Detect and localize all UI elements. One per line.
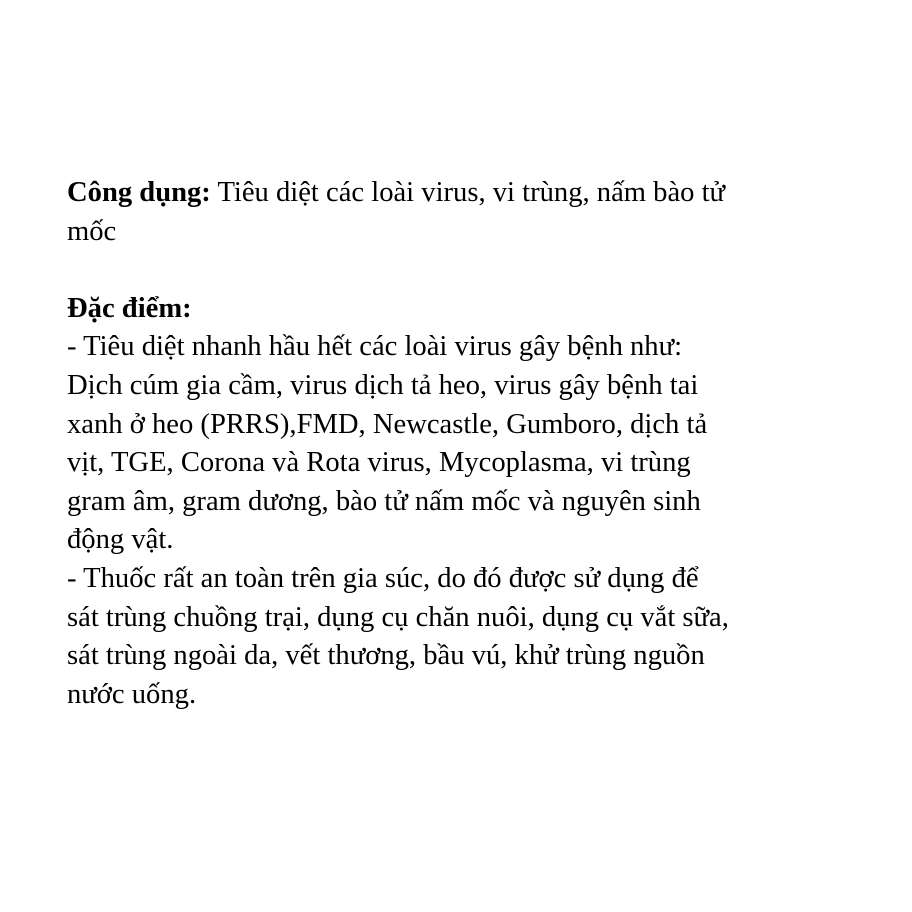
features-line: gram âm, gram dương, bào tử nấm mốc và nguyên sinh <box>67 485 701 517</box>
usage-text: Tiêu diệt các loài virus, vi trùng, nấm bào tử <box>210 177 726 208</box>
features-line: - Tiêu diệt nhanh hầu hết các loài virus gây bệnh như: <box>67 331 683 363</box>
usage-line-2: mốc <box>67 215 117 247</box>
usage-line-1 <box>67 174 857 213</box>
features-line: sát trùng ngoài da, vết thương, bầu vú, khử trùng nguồn <box>67 640 705 672</box>
features-line: vịt, TGE, Corona và Rota virus, Mycoplasma, vi trùng <box>67 447 691 479</box>
features-line: - Thuốc rất an toàn trên gia súc, do đó được sử dụng để <box>67 562 699 594</box>
paragraph-spacer <box>67 251 857 290</box>
features-line: động vật. <box>67 524 174 556</box>
usage-label: Công dụng: <box>67 177 211 208</box>
features-line: Dịch cúm gia cầm, virus dịch tả heo, virus gây bệnh tai <box>67 369 699 401</box>
product-description <box>67 174 857 714</box>
features-line: sát trùng chuồng trại, dụng cụ chăn nuôi, dụng cụ vắt sữa, <box>67 601 729 633</box>
features-heading <box>67 290 857 329</box>
features-line: xanh ở heo (PRRS),FMD, Newcastle, Gumboro, dịch tả <box>67 408 708 440</box>
features-heading-text: Đặc điểm: <box>67 292 192 324</box>
features-line: nước uống. <box>67 678 197 710</box>
